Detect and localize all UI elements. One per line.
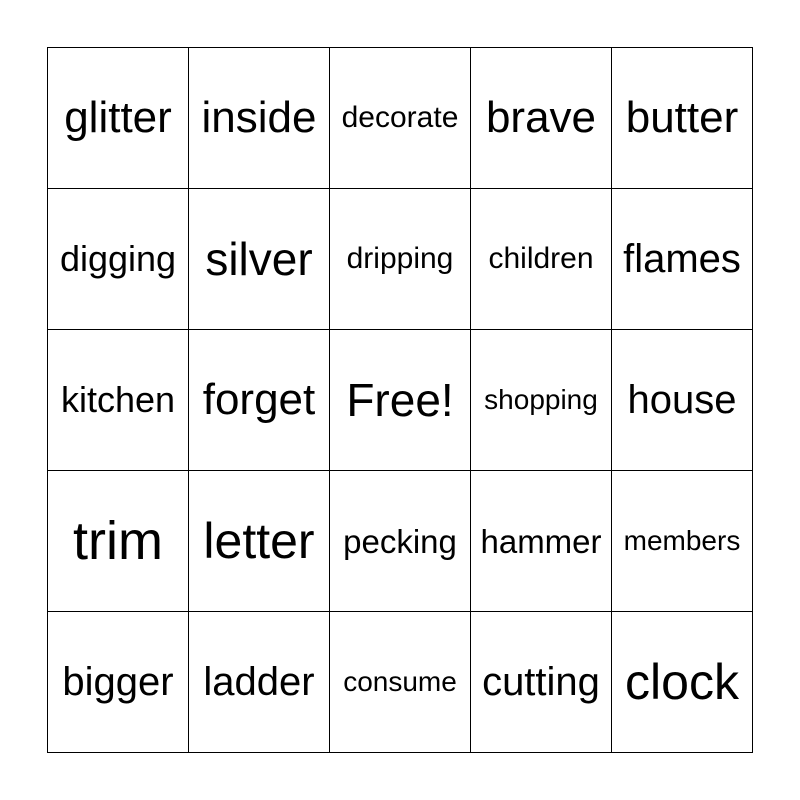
bingo-cell[interactable]: [330, 189, 471, 330]
bingo-cell[interactable]: [612, 330, 753, 471]
bingo-cell[interactable]: [189, 612, 330, 753]
cell-word: glitter: [64, 93, 172, 142]
cell-word: flames: [623, 237, 741, 281]
cell-word: hammer: [480, 522, 602, 560]
cell-word: inside: [201, 93, 317, 142]
bingo-cell[interactable]: [471, 612, 612, 753]
cell-word: kitchen: [60, 379, 176, 420]
cell-word: members: [623, 525, 741, 556]
bingo-cell[interactable]: [189, 48, 330, 189]
bingo-cell[interactable]: [612, 48, 753, 189]
bingo-cell[interactable]: [612, 189, 753, 330]
bingo-cell[interactable]: [189, 189, 330, 330]
cell-word: letter: [203, 513, 315, 569]
bingo-cell[interactable]: [612, 612, 753, 753]
free-space-label: Free!: [346, 374, 454, 426]
cell-word: dripping: [346, 242, 454, 275]
cell-word: clock: [625, 654, 739, 710]
cell-word: pecking: [343, 522, 457, 560]
cell-word: consume: [343, 666, 457, 697]
cell-word: shopping: [484, 384, 598, 415]
cell-word: cutting: [482, 660, 600, 704]
bingo-cell[interactable]: [48, 471, 189, 612]
cell-word: trim: [73, 511, 163, 571]
bingo-grid: [47, 47, 753, 753]
bingo-cell[interactable]: [48, 612, 189, 753]
bingo-cell[interactable]: [330, 471, 471, 612]
bingo-cell[interactable]: [189, 330, 330, 471]
bingo-cell[interactable]: [471, 189, 612, 330]
bingo-cell[interactable]: [330, 612, 471, 753]
bingo-cell[interactable]: [612, 471, 753, 612]
bingo-cell[interactable]: [471, 330, 612, 471]
bingo-cell[interactable]: [48, 189, 189, 330]
bingo-cell[interactable]: [330, 48, 471, 189]
bingo-cell[interactable]: [471, 471, 612, 612]
bingo-cell[interactable]: [48, 330, 189, 471]
cell-word: silver: [205, 233, 313, 285]
free-space-cell[interactable]: [330, 330, 471, 471]
cell-word: brave: [485, 93, 597, 142]
cell-word: ladder: [203, 660, 315, 704]
cell-word: butter: [625, 93, 739, 142]
cell-word: children: [488, 242, 594, 275]
cell-word: bigger: [62, 660, 174, 704]
cell-word: forget: [202, 375, 316, 424]
bingo-cell[interactable]: [48, 48, 189, 189]
cell-word: decorate: [341, 101, 459, 134]
bingo-cell[interactable]: [189, 471, 330, 612]
cell-word: digging: [59, 238, 177, 279]
cell-word: house: [627, 378, 737, 422]
bingo-cell[interactable]: [471, 48, 612, 189]
